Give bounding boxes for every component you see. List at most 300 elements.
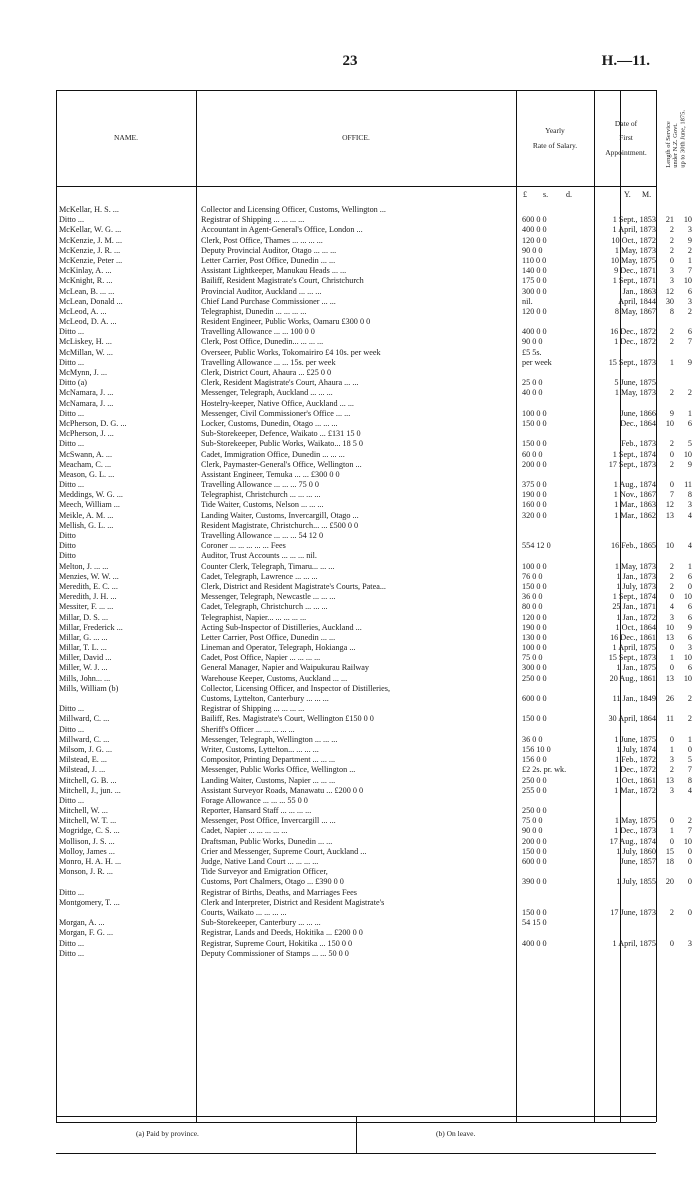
date-cell: 1 May, 1873 [614, 561, 656, 571]
name-cell: Melton, J. ... ... [59, 561, 109, 571]
date-cell: Dec., 1864 [620, 418, 656, 428]
service-months-cell: 8 [687, 490, 692, 500]
section-reference: H.—11. [601, 53, 650, 69]
name-cell: Ditto [59, 551, 76, 561]
table-row [56, 888, 656, 898]
office-cell: Resident Magistrate, Christchurch... ... £500 0 0 [201, 520, 359, 530]
table-row [56, 439, 692, 449]
table-row [56, 694, 692, 704]
table-row [56, 684, 656, 694]
service-months-cell: 9 [687, 622, 692, 632]
table-row [56, 306, 692, 317]
table-row [56, 276, 692, 286]
service-years-cell: 13 [665, 632, 674, 642]
name-cell: Meason, G. L. ... [59, 469, 115, 479]
service-years-cell: 3 [669, 785, 674, 795]
date-cell: 1 Feb., 1872 [615, 755, 656, 765]
salary-cell: 400 0 0 [522, 938, 547, 948]
salary-cell: 110 0 0 [522, 255, 547, 265]
salary-cell: 200 0 0 [522, 836, 547, 846]
service-years-cell: 0 [669, 816, 674, 826]
date-cell: 1 Dec., 1873 [614, 826, 656, 836]
table-row [56, 602, 692, 612]
table-row [56, 521, 656, 531]
date-cell: Jan., 1863 [622, 286, 656, 296]
name-cell: Meech, William ... [59, 500, 120, 510]
service-months-cell: 2 [687, 306, 692, 316]
name-cell: Ditto ... [59, 938, 85, 948]
salary-cell: 90 0 0 [522, 337, 543, 347]
salary-cell: 156 10 0 [522, 744, 551, 754]
name-cell: Millward, C. ... [59, 734, 110, 744]
office-cell: Cadet, Telegraph, Lawrence ... ... ... [201, 571, 318, 581]
office-cell: Registrar, Supreme Court, Hokitika ... 150 0 0 [201, 938, 353, 948]
office-cell: Travelling Allowance ... ... ... 54 12 0 [201, 531, 324, 540]
name-cell: Morgan, F. G. ... [59, 928, 114, 938]
name-cell: Ditto [59, 541, 76, 551]
table-row [56, 348, 656, 358]
service-months-cell: 0 [687, 744, 692, 754]
date-cell: 1 May, 1875 [614, 816, 656, 826]
service-years-cell: 2 [669, 245, 674, 255]
service-months-cell: 6 [687, 612, 692, 622]
table-row [56, 785, 692, 796]
table-row [56, 744, 692, 755]
page-number: 23 [342, 53, 358, 69]
date-cell: 1 July, 1874 [616, 744, 656, 754]
table-row [56, 449, 692, 460]
salary-cell: 300 0 0 [522, 663, 547, 673]
service-years-cell: 2 [669, 571, 674, 581]
salary-cell: 150 0 0 [522, 907, 547, 917]
service-years-cell: 1 [669, 826, 674, 836]
date-cell: 1 April, 1875 [612, 643, 656, 653]
service-months-cell: 11 [684, 480, 692, 490]
name-cell: Ditto ... [59, 724, 85, 734]
service-years-cell: 21 [665, 215, 674, 225]
salary-cell: 156 0 0 [522, 755, 547, 765]
office-cell: Sub-Storekeeper, Public Works, Waikato... 18 5 0 [201, 439, 364, 449]
salary-cell: 255 0 0 [522, 785, 547, 795]
name-cell: Morgan, A. ... [59, 918, 105, 928]
service-years-cell: 8 [669, 306, 674, 316]
office-cell: Travelling Allowance ... ... 100 0 0 [201, 327, 315, 337]
name-cell: Monson, J. R. ... [59, 867, 113, 877]
table-row [56, 510, 692, 521]
name-cell: Milsom, J. G. ... [59, 744, 112, 754]
name-cell: Mills, John... ... [59, 673, 111, 683]
service-months-cell: 3 [687, 938, 692, 948]
service-years-cell: 18 [665, 857, 674, 866]
salary-cell: 160 0 0 [522, 500, 547, 510]
service-years-cell: 0 [669, 663, 674, 673]
header-date [594, 91, 658, 186]
table-row [56, 928, 656, 938]
table-row [56, 867, 656, 877]
service-months-cell: 10 [683, 592, 692, 602]
office-cell: Courts, Waikato ... ... ... ... [201, 907, 287, 917]
office-cell: Cadet, Telegraph, Christchurch ... ... ... [201, 602, 328, 612]
service-months-cell: 4 [687, 541, 692, 551]
name-cell: McLean, Donald ... [59, 296, 123, 306]
service-months-cell: 1 [687, 734, 692, 744]
service-years-cell: 12 [665, 286, 674, 296]
salary-cell: nil. [522, 296, 533, 306]
table-row [56, 755, 692, 765]
office-cell: Customs, Lyttelton, Canterbury ... ... ... [201, 694, 329, 703]
table-row [56, 714, 692, 724]
unit-pence: d. [566, 190, 572, 199]
service-months-cell: 0 [687, 846, 692, 856]
name-cell: Ditto ... [59, 439, 85, 449]
service-months-cell: 7 [687, 826, 692, 836]
name-cell: McNamara, J. ... [59, 388, 114, 398]
service-years-cell: 3 [669, 612, 674, 622]
date-cell: 1 Oct., 1864 [615, 622, 656, 632]
unit-shilling: s. [543, 190, 549, 199]
service-months-cell: 4 [687, 510, 692, 520]
office-cell: Assistant Surveyor Roads, Manawatu ... £200 0 0 [201, 785, 364, 795]
service-years-cell: 2 [669, 581, 674, 591]
table-row [56, 418, 692, 429]
table-row [56, 337, 692, 347]
salary-cell: 600 0 0 [522, 694, 547, 703]
service-years-cell: 3 [669, 276, 674, 286]
name-cell: Menzies, W. W. ... [59, 571, 119, 581]
salary-cell: 320 0 0 [522, 510, 547, 520]
name-cell: Ditto ... [59, 357, 85, 367]
date-cell: June, 1857 [620, 857, 656, 866]
name-cell: Millar, G. ... ... [59, 632, 108, 642]
header-salary-text: Yearly Rate of Salary. [532, 126, 578, 150]
service-months-cell: 10 [683, 276, 692, 286]
service-months-cell: 0 [687, 877, 692, 887]
salary-cell: 100 0 0 [522, 561, 547, 571]
table-row [56, 225, 692, 235]
service-months-cell: 6 [687, 286, 692, 296]
name-cell: McLeod, A. ... [59, 306, 107, 316]
office-cell: Landing Waiter, Customs, Invercargill, Otago ... [201, 510, 359, 520]
service-months-cell: 3 [687, 500, 692, 510]
date-cell: 16 Dec., 1861 [610, 632, 656, 642]
service-months-cell: 10 [683, 215, 692, 225]
header-salary [516, 91, 594, 186]
service-months-cell: 1 [687, 561, 692, 571]
table-row [56, 571, 692, 582]
office-cell: Draftsman, Public Works, Dunedin ... ... [201, 836, 333, 846]
table-row [56, 490, 692, 500]
service-months-cell: 6 [687, 602, 692, 612]
date-cell: 1 Sept., 1874 [612, 449, 656, 459]
office-cell: Judge, Native Land Court ... ... ... ... [201, 857, 319, 866]
salary-cell: 25 0 0 [522, 378, 543, 388]
salary-cell: 40 0 0 [522, 388, 543, 398]
date-cell: 1 April, 1873 [612, 225, 656, 235]
office-cell: Acting Sub-Inspector of Distilleries, Auckland ... [201, 622, 362, 632]
date-cell: 10 May, 1875 [610, 255, 656, 265]
service-years-cell: 30 [665, 296, 674, 306]
table-row [56, 296, 692, 307]
table-row [56, 368, 656, 378]
name-cell: McKinlay, A. ... [59, 266, 112, 276]
office-cell: Cadet, Post Office, Napier ... ... ... ... [201, 653, 321, 663]
unit-years: Y. [624, 190, 631, 199]
date-cell: 17 Sept., 1873 [608, 459, 656, 469]
office-cell: Customs, Port Chalmers, Otago ... £390 0 0 [201, 877, 344, 887]
table-row [56, 704, 656, 714]
date-cell: 20 Aug., 1861 [609, 673, 656, 683]
service-years-cell: 0 [669, 734, 674, 744]
table-row [56, 877, 692, 887]
salary-cell: 150 0 0 [522, 581, 547, 591]
table-row [56, 399, 656, 409]
table-row [56, 317, 656, 327]
name-cell: Meacham, C. ... [59, 459, 112, 469]
table-row [56, 470, 656, 480]
table-row [56, 255, 692, 266]
table-row [56, 898, 656, 908]
office-cell: Messenger, Telegraph, Auckland ... ... ... [201, 388, 333, 398]
table-row [56, 918, 656, 928]
office-cell: Accountant in Agent-General's Office, London ... [201, 225, 363, 235]
salary-cell: 250 0 0 [522, 806, 547, 816]
date-cell: 16 Dec., 1872 [610, 327, 656, 337]
service-months-cell: 6 [687, 632, 692, 642]
name-cell: Ditto ... [59, 408, 85, 418]
office-cell: Telegraphist, Dunedin ... ... ... ... [201, 306, 307, 316]
table-header [56, 90, 687, 187]
date-cell: 15 Sept., 1873 [608, 653, 656, 663]
date-cell: 1 Mar., 1872 [614, 785, 656, 795]
service-months-cell: 1 [687, 408, 692, 418]
service-years-cell: 0 [669, 480, 674, 490]
service-months-cell: 1 [687, 255, 692, 265]
name-cell: Millward, C. ... [59, 714, 110, 724]
service-months-cell: 4 [687, 785, 692, 795]
header-service [658, 91, 694, 186]
office-cell: Clerk, Post Office, Thames ... ... ... ... [201, 235, 323, 245]
date-cell: 1 July, 1855 [616, 877, 656, 887]
office-cell: Letter Carrier, Post Office, Dunedin ... ... [201, 632, 336, 642]
date-cell: Feb., 1873 [621, 439, 656, 449]
salary-cell: 200 0 0 [522, 459, 547, 469]
salary-cell: 250 0 0 [522, 673, 547, 683]
service-years-cell: 11 [666, 714, 674, 724]
office-cell: Compositor, Printing Department ... ... ... [201, 755, 336, 765]
table-row [56, 235, 692, 246]
salary-cell: 80 0 0 [522, 602, 543, 612]
table-row [56, 622, 692, 633]
name-cell: McPherson, D. G. ... [59, 418, 127, 428]
office-cell: Letter Carrier, Post Office, Dunedin ... ... [201, 255, 336, 265]
name-cell: Montgomery, T. ... [59, 897, 120, 907]
table-row [56, 531, 656, 541]
salary-cell: 375 0 0 [522, 480, 547, 490]
name-cell: Mitchell, W. T. ... [59, 816, 117, 826]
name-cell: Mills, William (b) [59, 683, 119, 693]
salary-cell: 150 0 0 [522, 418, 547, 428]
name-cell: McKenzie, J. M. ... [59, 235, 122, 245]
service-years-cell: 2 [669, 225, 674, 235]
service-years-cell: 9 [669, 408, 674, 418]
office-cell: Clerk and Interpreter, District and Resident Magistrate's [201, 897, 385, 907]
name-cell: Meredith, E. C. ... [59, 581, 118, 591]
office-cell: Messenger, Civil Commissioner's Office ... ... [201, 408, 351, 418]
office-cell: Provincial Auditor, Auckland ... ... ... [201, 286, 322, 296]
table-row [56, 734, 692, 745]
salary-cell: 150 0 0 [522, 714, 547, 724]
office-cell: Messenger, Public Works Office, Wellington ... [201, 765, 356, 775]
table-right-border [656, 90, 657, 1122]
date-cell: 9 Dec., 1871 [614, 266, 656, 276]
salary-cell: 554 12 0 [522, 541, 551, 551]
office-cell: Bailiff, Res. Magistrate's Court, Wellington £150 0 0 [201, 714, 374, 724]
name-cell: Mitchell, G. B. ... [59, 775, 117, 785]
table-row [56, 938, 692, 949]
salary-cell: 90 0 0 [522, 826, 543, 836]
service-years-cell: 1 [669, 357, 674, 367]
service-years-cell: 20 [665, 877, 674, 887]
date-cell: 1 May, 1873 [614, 245, 656, 255]
office-cell: Clerk, Paymaster-General's Office, Wellington ... [201, 459, 362, 469]
name-cell: Mogridge, C. S. ... [59, 826, 120, 836]
service-years-cell: 3 [669, 266, 674, 276]
office-cell: Locker, Customs, Dunedin, Otago ... ... ... [201, 418, 338, 428]
name-cell: Molloy, James ... [59, 846, 115, 856]
table-row [56, 949, 656, 959]
service-months-cell: 3 [687, 296, 692, 306]
service-months-cell: 10 [683, 449, 692, 459]
date-cell: 1 June, 1875 [614, 734, 656, 744]
service-months-cell: 8 [687, 775, 692, 785]
name-cell: Ditto ... [59, 704, 85, 714]
salary-cell: 36 0 0 [522, 592, 543, 602]
salary-cell: 120 0 0 [522, 612, 547, 622]
office-cell: Cadet, Napier ... ... ... ... ... [201, 826, 288, 836]
service-years-cell: 0 [669, 938, 674, 948]
office-cell: Collector, Licensing Officer, and Inspector of Distilleries, [201, 683, 391, 693]
table-row [56, 408, 692, 419]
name-cell: Ditto [59, 531, 76, 540]
table-row [56, 388, 692, 398]
date-cell: 25 Jan., 1871 [612, 602, 656, 612]
date-cell: 11 Jan., 1849 [612, 694, 656, 703]
date-cell: 16 Feb., 1865 [610, 541, 656, 551]
office-cell: Registrar of Shipping ... ... ... ... [201, 704, 305, 714]
date-cell: 8 May, 1867 [614, 306, 656, 316]
name-cell: Ditto ... [59, 887, 85, 897]
name-cell: Ditto ... [59, 480, 85, 490]
service-months-cell: 3 [687, 225, 692, 235]
service-months-cell: 6 [687, 663, 692, 673]
name-cell: McLeod, D. A. ... [59, 317, 117, 327]
service-months-cell: 7 [687, 765, 692, 775]
table-body [56, 205, 692, 959]
office-cell: Lineman and Operator, Telegraph, Hokianga ... [201, 643, 356, 653]
name-cell: Ditto ... [59, 795, 85, 805]
service-months-cell: 9 [687, 235, 692, 245]
table-row [56, 775, 692, 786]
office-cell: Resident Engineer, Public Works, Oamaru £300 0 0 [201, 317, 371, 327]
salary-cell: 100 0 0 [522, 643, 547, 653]
table-row [56, 612, 692, 623]
date-cell: 1 Aug., 1874 [613, 480, 656, 490]
table-row [56, 907, 692, 918]
header-service-text: Length of Service under N.Z. Govt. up to 30th June, 1875. [665, 109, 687, 168]
date-cell: 1 April, 1875 [612, 938, 656, 948]
service-years-cell: 26 [665, 694, 674, 703]
salary-cell: 190 0 0 [522, 490, 547, 500]
date-cell: 1 Nov., 1867 [613, 490, 656, 500]
office-cell: General Manager, Napier and Waipukurau Railway [201, 663, 370, 673]
name-cell: McLean, B. ... ... [59, 286, 115, 296]
salary-cell: 75 0 0 [522, 816, 543, 826]
office-cell: Counter Clerk, Telegraph, Timaru... ... ... [201, 561, 335, 571]
service-months-cell: 2 [687, 816, 692, 826]
header-name: NAME. [114, 133, 138, 143]
salary-cell: 90 0 0 [522, 245, 543, 255]
table-row [56, 806, 656, 816]
salary-cell: 175 0 0 [522, 276, 547, 286]
office-cell: Reporter, Hansard Staff ... ... ... ... [201, 806, 312, 816]
table-row [56, 205, 656, 215]
service-years-cell: 2 [669, 235, 674, 245]
service-years-cell: 10 [665, 622, 674, 632]
service-years-cell: 10 [665, 418, 674, 428]
table-row [56, 826, 692, 836]
date-cell: June, 1866 [620, 408, 656, 418]
date-cell: 17 June, 1873 [610, 907, 656, 917]
salary-cell: 100 0 0 [522, 408, 547, 418]
service-months-cell: 5 [687, 439, 692, 449]
name-cell: Miller, W. J. ... [59, 663, 108, 673]
salary-cell: per week [522, 357, 552, 367]
service-months-cell: 0 [687, 907, 692, 917]
office-cell: Telegraphist, Napier... ... ... ... ... [201, 612, 307, 622]
name-cell: Messiter, F. ... ... [59, 602, 114, 612]
table-row [56, 765, 692, 775]
salary-cell: 140 0 0 [522, 266, 547, 276]
table-row [56, 653, 692, 663]
name-cell: Ditto ... [59, 327, 85, 337]
salary-cell: 390 0 0 [522, 877, 547, 887]
unit-months: M. [642, 190, 652, 199]
salary-cell: 120 0 0 [522, 306, 547, 316]
office-cell: Deputy Commissioner of Stamps ... ... 50 0 0 [201, 948, 349, 958]
office-cell: Forage Allowance ... ... ... 55 0 0 [201, 795, 308, 805]
service-years-cell: 7 [669, 490, 674, 500]
name-cell: Milstead, E. ... [59, 755, 107, 765]
table-row [56, 215, 692, 225]
salary-cell: 250 0 0 [522, 775, 547, 785]
office-cell: Writer, Customs, Lyttelton... ... ... ... [201, 744, 319, 754]
date-cell: 1 Jan., 1875 [616, 663, 656, 673]
name-cell: Mellish, G. L. ... [59, 520, 114, 530]
table-row [56, 643, 692, 653]
footnotes [56, 1116, 656, 1154]
table-row [56, 286, 692, 297]
date-cell: 1 Dec., 1872 [614, 337, 656, 347]
table-row [56, 327, 692, 337]
office-cell: Tide Surveyor and Emigration Officer, [201, 867, 328, 877]
salary-cell: 76 0 0 [522, 571, 543, 581]
footnote-divider [356, 1117, 357, 1153]
unit-pound: £ [523, 190, 527, 199]
name-cell: Mitchell, W. ... [59, 806, 108, 816]
table-row [56, 429, 656, 439]
date-cell: 1 Mar., 1862 [614, 510, 656, 520]
service-months-cell: 7 [687, 266, 692, 276]
